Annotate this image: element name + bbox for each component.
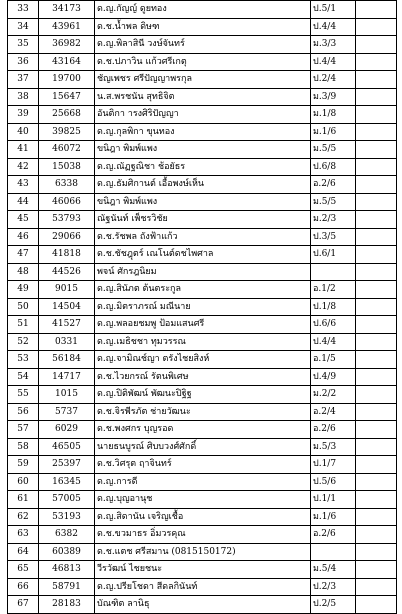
blank-cell bbox=[356, 403, 397, 421]
row-number-cell: 42 bbox=[8, 158, 39, 176]
student-name-cell: ด.ช.แตช ศรีสมาน (0815150172) bbox=[95, 543, 311, 561]
student-id-cell: 14717 bbox=[39, 368, 95, 386]
blank-cell bbox=[356, 351, 397, 369]
row-number-cell: 50 bbox=[8, 298, 39, 316]
table-row bbox=[8, 36, 397, 54]
row-number-cell: 46 bbox=[8, 228, 39, 246]
row-number-cell: 63 bbox=[8, 526, 39, 544]
table-row bbox=[8, 473, 397, 491]
table-row bbox=[8, 298, 397, 316]
student-id-cell: 56184 bbox=[39, 351, 95, 369]
class-cell: ม.2/3 bbox=[311, 211, 356, 229]
blank-cell bbox=[356, 263, 397, 281]
class-cell: อ.2/6 bbox=[311, 176, 356, 194]
row-number-cell: 56 bbox=[8, 403, 39, 421]
student-name-cell: ณัฐนันท์ เพ็ชรวิชัย bbox=[95, 211, 311, 229]
student-id-cell: 46072 bbox=[39, 141, 95, 159]
class-cell: ป.2/3 bbox=[311, 578, 356, 596]
student-id-cell: 14504 bbox=[39, 298, 95, 316]
student-name-cell: ด.ญ.กุลพิกา ขุนทอง bbox=[95, 123, 311, 141]
student-id-cell: 34173 bbox=[39, 1, 95, 19]
row-number-cell: 33 bbox=[8, 1, 39, 19]
row-number-cell: 41 bbox=[8, 141, 39, 159]
class-cell: ม.5/4 bbox=[311, 561, 356, 579]
table-row bbox=[8, 438, 397, 456]
student-id-cell: 6382 bbox=[39, 526, 95, 544]
row-number-cell: 55 bbox=[8, 386, 39, 404]
row-number-cell: 47 bbox=[8, 246, 39, 264]
blank-cell bbox=[356, 596, 397, 614]
class-cell: ป.3/5 bbox=[311, 228, 356, 246]
student-name-cell: ด.ญ.สิดานัน เจริญเชื้อ bbox=[95, 508, 311, 526]
blank-cell bbox=[356, 421, 397, 439]
table-row bbox=[8, 88, 397, 106]
student-name-cell: ด.ญ.การดี bbox=[95, 473, 311, 491]
row-number-cell: 62 bbox=[8, 508, 39, 526]
table-row bbox=[8, 18, 397, 36]
student-id-cell: 9015 bbox=[39, 281, 95, 299]
student-list-table bbox=[7, 0, 397, 614]
student-id-cell: 0331 bbox=[39, 333, 95, 351]
blank-cell bbox=[356, 193, 397, 211]
table-row bbox=[8, 456, 397, 474]
class-cell: ป.1/8 bbox=[311, 298, 356, 316]
blank-cell bbox=[356, 18, 397, 36]
student-id-cell: 60389 bbox=[39, 543, 95, 561]
student-id-cell: 57005 bbox=[39, 491, 95, 509]
class-cell: ป.6/8 bbox=[311, 158, 356, 176]
blank-cell bbox=[356, 106, 397, 124]
table-row bbox=[8, 263, 397, 281]
blank-cell bbox=[356, 561, 397, 579]
class-cell: ป.2/4 bbox=[311, 71, 356, 89]
blank-cell bbox=[356, 368, 397, 386]
student-id-cell: 43164 bbox=[39, 53, 95, 71]
blank-cell bbox=[356, 298, 397, 316]
row-number-cell: 52 bbox=[8, 333, 39, 351]
row-number-cell: 51 bbox=[8, 316, 39, 334]
class-cell: ป.1/1 bbox=[311, 491, 356, 509]
student-name-cell: ด.ช.จิรพีรภัต ช่ายวัฒนะ bbox=[95, 403, 311, 421]
student-name-cell: ด.ญ.บุญอานุช bbox=[95, 491, 311, 509]
blank-cell bbox=[356, 228, 397, 246]
table-row bbox=[8, 561, 397, 579]
class-cell: ป.5/1 bbox=[311, 1, 356, 19]
blank-cell bbox=[356, 508, 397, 526]
student-id-cell: 39825 bbox=[39, 123, 95, 141]
student-name-cell: อันติกา ารงศิริปัญญา bbox=[95, 106, 311, 124]
class-cell: ม.5/5 bbox=[311, 141, 356, 159]
blank-cell bbox=[356, 491, 397, 509]
class-cell: ป.4/9 bbox=[311, 368, 356, 386]
student-name-cell: ด.ญ.เมธิชชา ทุมวรรณ bbox=[95, 333, 311, 351]
class-cell: อ.1/5 bbox=[311, 351, 356, 369]
row-number-cell: 38 bbox=[8, 88, 39, 106]
blank-cell bbox=[356, 123, 397, 141]
blank-cell bbox=[356, 141, 397, 159]
blank-cell bbox=[356, 71, 397, 89]
table-row bbox=[8, 106, 397, 124]
table-row bbox=[8, 158, 397, 176]
student-name-cell: ด.ช.น้ำพล ดิษฑ bbox=[95, 18, 311, 36]
table-row bbox=[8, 176, 397, 194]
class-cell: ม.5/3 bbox=[311, 438, 356, 456]
student-name-cell: ด.ช.ชัชฎุตร์ เณโนต์ดชไพศาล bbox=[95, 246, 311, 264]
row-number-cell: 59 bbox=[8, 456, 39, 474]
student-name-cell: ด.ญ.พลอยชมพู ป้อมแสนศรี bbox=[95, 316, 311, 334]
student-id-cell: 28183 bbox=[39, 596, 95, 614]
table-row bbox=[8, 386, 397, 404]
class-cell: ม.3/9 bbox=[311, 88, 356, 106]
class-cell: ม.1/6 bbox=[311, 123, 356, 141]
student-id-cell: 41818 bbox=[39, 246, 95, 264]
student-id-cell: 5737 bbox=[39, 403, 95, 421]
blank-cell bbox=[356, 1, 397, 19]
row-number-cell: 54 bbox=[8, 368, 39, 386]
table-row bbox=[8, 543, 397, 561]
blank-cell bbox=[356, 246, 397, 264]
student-name-cell: ด.ญ.กัญญ์ ดูยทอง bbox=[95, 1, 311, 19]
row-number-cell: 39 bbox=[8, 106, 39, 124]
student-name-cell: ด.ญ.พิลาสินี วงษ์จันทร์ bbox=[95, 36, 311, 54]
class-cell: ป.1/7 bbox=[311, 456, 356, 474]
table-row bbox=[8, 596, 397, 614]
blank-cell bbox=[356, 176, 397, 194]
table-row bbox=[8, 281, 397, 299]
table-row bbox=[8, 333, 397, 351]
class-cell: ม.1/6 bbox=[311, 508, 356, 526]
blank-cell bbox=[356, 211, 397, 229]
row-number-cell: 35 bbox=[8, 36, 39, 54]
table-row bbox=[8, 71, 397, 89]
row-number-cell: 34 bbox=[8, 18, 39, 36]
student-name-cell: ด.ญ.สินัภต ต้นตระกูล bbox=[95, 281, 311, 299]
row-number-cell: 65 bbox=[8, 561, 39, 579]
blank-cell bbox=[356, 543, 397, 561]
class-cell: ป.4/4 bbox=[311, 53, 356, 71]
blank-cell bbox=[356, 316, 397, 334]
table-row bbox=[8, 491, 397, 509]
table-row bbox=[8, 228, 397, 246]
row-number-cell: 64 bbox=[8, 543, 39, 561]
student-name-cell: ด.ช.รัชพล ถังฟ้าแก้ว bbox=[95, 228, 311, 246]
class-cell: อ.2/6 bbox=[311, 421, 356, 439]
row-number-cell: 66 bbox=[8, 578, 39, 596]
class-cell: อ.2/4 bbox=[311, 403, 356, 421]
class-cell bbox=[311, 543, 356, 561]
table-row bbox=[8, 53, 397, 71]
student-id-cell: 15647 bbox=[39, 88, 95, 106]
class-cell: ป.6/6 bbox=[311, 316, 356, 334]
class-cell: อ.2/6 bbox=[311, 526, 356, 544]
table-row bbox=[8, 526, 397, 544]
student-name-cell: พจน์ ศักรฎนิยม bbox=[95, 263, 311, 281]
table-row bbox=[8, 246, 397, 264]
row-number-cell: 60 bbox=[8, 473, 39, 491]
table-row bbox=[8, 141, 397, 159]
table-row bbox=[8, 403, 397, 421]
student-name-cell: ด.ช.ขวมาธร อิ่มวรคุณ bbox=[95, 526, 311, 544]
student-id-cell: 19700 bbox=[39, 71, 95, 89]
blank-cell bbox=[356, 438, 397, 456]
blank-cell bbox=[356, 333, 397, 351]
table-row bbox=[8, 368, 397, 386]
table-row bbox=[8, 123, 397, 141]
table-row bbox=[8, 193, 397, 211]
student-name-cell: ด.ช.ปภาวิน แก้วศรีเกตุ bbox=[95, 53, 311, 71]
table-row bbox=[8, 508, 397, 526]
blank-cell bbox=[356, 473, 397, 491]
table-row bbox=[8, 578, 397, 596]
student-name-cell: ด.ช.ไวยกรณ์ รัตนพิเศษ bbox=[95, 368, 311, 386]
row-number-cell: 53 bbox=[8, 351, 39, 369]
table-row bbox=[8, 316, 397, 334]
student-id-cell: 53793 bbox=[39, 211, 95, 229]
class-cell: ป.5/6 bbox=[311, 473, 356, 491]
row-number-cell: 45 bbox=[8, 211, 39, 229]
student-id-cell: 25397 bbox=[39, 456, 95, 474]
class-cell: ม.1/8 bbox=[311, 106, 356, 124]
blank-cell bbox=[356, 88, 397, 106]
blank-cell bbox=[356, 578, 397, 596]
blank-cell bbox=[356, 53, 397, 71]
class-cell: ม.5/5 bbox=[311, 193, 356, 211]
student-id-cell: 46505 bbox=[39, 438, 95, 456]
student-id-cell: 6338 bbox=[39, 176, 95, 194]
row-number-cell: 44 bbox=[8, 193, 39, 211]
row-number-cell: 43 bbox=[8, 176, 39, 194]
row-number-cell: 40 bbox=[8, 123, 39, 141]
table-row bbox=[8, 351, 397, 369]
student-name-cell: วีรวัฒน์ ไชยชนะ bbox=[95, 561, 311, 579]
class-cell: อ.1/2 bbox=[311, 281, 356, 299]
table-row bbox=[8, 421, 397, 439]
student-name-cell: ขนิฎา พิมพ์แพง bbox=[95, 193, 311, 211]
student-name-cell: ชัญเพชร ศรีปัญญาพรกุล bbox=[95, 71, 311, 89]
student-id-cell: 29066 bbox=[39, 228, 95, 246]
student-name-cell: ด.ญ.ปิติพัฒน์ พัฒนะปิฐิฐ bbox=[95, 386, 311, 404]
table-body bbox=[8, 1, 397, 614]
blank-cell bbox=[356, 158, 397, 176]
blank-cell bbox=[356, 456, 397, 474]
student-id-cell: 1015 bbox=[39, 386, 95, 404]
row-number-cell: 37 bbox=[8, 71, 39, 89]
row-number-cell: 58 bbox=[8, 438, 39, 456]
student-id-cell: 44526 bbox=[39, 263, 95, 281]
class-cell bbox=[311, 263, 356, 281]
class-cell: ป.4/4 bbox=[311, 333, 356, 351]
student-id-cell: 46066 bbox=[39, 193, 95, 211]
student-name-cell: ด.ช.พงศกร บุญรอด bbox=[95, 421, 311, 439]
student-id-cell: 41527 bbox=[39, 316, 95, 334]
student-name-cell: ด.ญ.จามิณช์ญา ตรังไชยสิงห์ bbox=[95, 351, 311, 369]
row-number-cell: 36 bbox=[8, 53, 39, 71]
class-cell: ป.2/5 bbox=[311, 596, 356, 614]
student-id-cell: 58791 bbox=[39, 578, 95, 596]
student-id-cell: 15038 bbox=[39, 158, 95, 176]
student-name-cell: ด.ช.วิศรุต ฤาจินทร์ bbox=[95, 456, 311, 474]
class-cell: ป.4/4 bbox=[311, 18, 356, 36]
student-id-cell: 43961 bbox=[39, 18, 95, 36]
row-number-cell: 61 bbox=[8, 491, 39, 509]
class-cell: ป.6/1 bbox=[311, 246, 356, 264]
student-name-cell: บัณฑิต ลานิธุ bbox=[95, 596, 311, 614]
student-id-cell: 25668 bbox=[39, 106, 95, 124]
blank-cell bbox=[356, 281, 397, 299]
student-name-cell: ด.ญ.ธัมศิกานต์ เอื้อพงษ์เห็น bbox=[95, 176, 311, 194]
student-name-cell: น.ส.พรชนัน สุทธิจิต bbox=[95, 88, 311, 106]
row-number-cell: 67 bbox=[8, 596, 39, 614]
student-id-cell: 46813 bbox=[39, 561, 95, 579]
blank-cell bbox=[356, 526, 397, 544]
table-row bbox=[8, 211, 397, 229]
student-id-cell: 6029 bbox=[39, 421, 95, 439]
class-cell: ม.3/3 bbox=[311, 36, 356, 54]
student-name-cell: ด.ญ.ณัฏฐณิชา ช้อยัธร bbox=[95, 158, 311, 176]
student-name-cell: ด.ญ.มิตราภรณ์ มณีนาย bbox=[95, 298, 311, 316]
row-number-cell: 57 bbox=[8, 421, 39, 439]
student-name-cell: ขนิฎา พิมพ์แพง bbox=[95, 141, 311, 159]
row-number-cell: 48 bbox=[8, 263, 39, 281]
student-name-cell: ด.ญ.ปรียโชดา สีดลกินันท์ bbox=[95, 578, 311, 596]
blank-cell bbox=[356, 36, 397, 54]
student-id-cell: 16345 bbox=[39, 473, 95, 491]
student-name-cell: นายธนบูรณ์ ศิบบวงศ์ศักดิ์ bbox=[95, 438, 311, 456]
row-number-cell: 49 bbox=[8, 281, 39, 299]
class-cell: ม.2/2 bbox=[311, 386, 356, 404]
student-id-cell: 36982 bbox=[39, 36, 95, 54]
table-row bbox=[8, 1, 397, 19]
student-id-cell: 53193 bbox=[39, 508, 95, 526]
blank-cell bbox=[356, 386, 397, 404]
